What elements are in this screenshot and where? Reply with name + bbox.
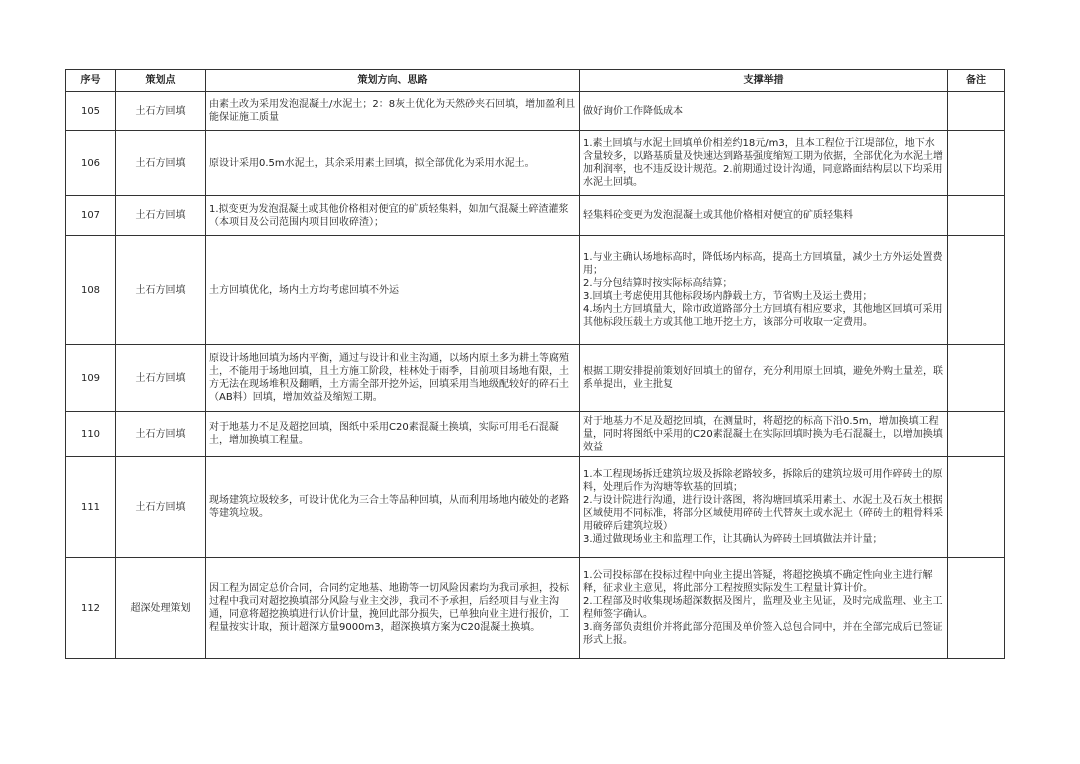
table-header-row	[66, 70, 1005, 92]
row-point: 土石方回填	[116, 457, 206, 558]
row-no: 107	[66, 196, 116, 236]
table-row	[66, 131, 1005, 196]
row-no: 109	[66, 345, 116, 412]
measure-line: 2.与分包结算时按实际标高结算；	[583, 278, 733, 289]
table-row	[66, 196, 1005, 236]
measure-line: 1.素土回填与水泥土回填单价相差约18元/m3，且本工程位于江堤部位，地下水含量较多，以路基质量及快速达到路基强度缩短工期为依据，全部优化为水泥土增加利润率，也不违反设计规范。2.前期通过设计沟通，同意路面结构层以下均采用水泥土回填。	[583, 138, 943, 188]
header-no: 序号	[66, 70, 116, 92]
measure-line: 对于地基力不足及超挖回填，在测量时，将超挖的标高下沿0.5m，增加换填工程量，同时将图纸中采用的C20素混凝土在实际回填时换为毛石混凝土，以增加换填效益	[583, 415, 943, 453]
table-row	[66, 457, 1005, 558]
row-measures	[580, 92, 948, 131]
header-note: 备注	[948, 70, 1005, 92]
row-measures	[580, 131, 948, 196]
plan-table	[65, 69, 1005, 659]
measure-line: 3.回填土考虑使用其他标段场内静载土方，节省购土及运土费用；	[583, 291, 873, 302]
row-direction: 对于地基力不足及超挖回填，图纸中采用C20素混凝土换填，实际可用毛石混凝土，增加换填工程量。	[206, 412, 580, 457]
table-row	[66, 92, 1005, 131]
row-direction: 因工程为固定总价合同，合同约定地基、地勘等一切风险因素均为我司承担，投标过程中我司对超挖换填部分风险与业主交涉，我司不予承担，后经项目与业主沟通，同意将超挖换填进行认价计量，挽回此部分损失，已单独向业主进行报价，工程量按实计取，预计超深方量9000m3，超深换填方案为C20混凝土换填。	[206, 558, 580, 659]
plan-table-sheet	[65, 69, 1004, 659]
header-measures: 支撑举措	[580, 70, 948, 92]
row-direction: 现场建筑垃圾较多，可设计优化为三合土等品种回填，从而利用场地内破处的老路等建筑垃圾。	[206, 457, 580, 558]
row-point: 土石方回填	[116, 92, 206, 131]
row-note	[948, 412, 1005, 457]
row-no: 106	[66, 131, 116, 196]
row-no: 111	[66, 457, 116, 558]
row-measures	[580, 558, 948, 659]
row-no: 112	[66, 558, 116, 659]
measure-line: 3.商务部负责组价并将此部分范围及单价签入总包合同中，并在全部完成后已签证形式上报。	[583, 622, 943, 646]
header-point: 策划点	[116, 70, 206, 92]
row-measures	[580, 345, 948, 412]
row-no: 110	[66, 412, 116, 457]
measure-line: 1.与业主确认场地标高时，降低场内标高，提高土方回填量，减少土方外运处置费用；	[583, 252, 943, 276]
row-direction: 由素土改为采用发泡混凝土/水泥土；2：8灰土优化为天然砂夹石回填，增加盈利且能保证施工质量	[206, 92, 580, 131]
row-direction: 原设计场地回填为场内平衡，通过与设计和业主沟通，以场内原土多为耕土等腐殖土，不能用于场地回填，且土方施工阶段，桂林处于雨季，目前项目场地有限，土方无法在现场堆积及翻晒，土方需全部开挖外运，回填采用当地级配较好的碎石土（AB料）回填，增加效益及缩短工期。	[206, 345, 580, 412]
row-point: 土石方回填	[116, 196, 206, 236]
row-note	[948, 345, 1005, 412]
row-measures	[580, 236, 948, 345]
row-measures	[580, 196, 948, 236]
measure-line: 2.工程部及时收集现场超深数据及图片，监理及业主见证，及时完成监理、业主工程师签字确认。	[583, 596, 943, 620]
table-row	[66, 412, 1005, 457]
row-point: 土石方回填	[116, 131, 206, 196]
row-measures	[580, 457, 948, 558]
table-row	[66, 345, 1005, 412]
measure-line: 1.本工程现场拆迁建筑垃圾及拆除老路较多，拆除后的建筑垃圾可用作碎砖土的原料，处理后作为沟塘等软基的回填；	[583, 469, 943, 493]
measure-line: 3.通过做现场业主和监理工作，让其确认为碎砖土回填做法并计量；	[583, 534, 883, 545]
row-direction: 1.拟变更为发泡混凝土或其他价格相对便宜的矿质轻集料，如加气混凝土碎渣灌浆（本项目及公司范围内项目回收碎渣）；	[206, 196, 580, 236]
row-measures	[580, 412, 948, 457]
row-point: 土石方回填	[116, 412, 206, 457]
row-point: 土石方回填	[116, 236, 206, 345]
row-direction: 原设计采用0.5m水泥土，其余采用素土回填，拟全部优化为采用水泥土。	[206, 131, 580, 196]
measure-line: 根据工期安排提前策划好回填土的留存，充分利用原土回填，避免外购土量差，联系单提出，业主批复	[583, 366, 943, 390]
row-note	[948, 196, 1005, 236]
row-point: 土石方回填	[116, 345, 206, 412]
table-row	[66, 558, 1005, 659]
row-point: 超深处理策划	[116, 558, 206, 659]
row-note	[948, 457, 1005, 558]
measure-line: 1.公司投标部在投标过程中向业主提出答疑，将超挖换填不确定性向业主进行解释，征求业主意见，将此部分工程按照实际发生工程量计算计价。	[583, 570, 933, 594]
row-direction: 土方回填优化，场内土方均考虑回填不外运	[206, 236, 580, 345]
measure-line: 2.与设计院进行沟通，进行设计落图，将沟塘回填采用素土、水泥土及石灰土根据区域使用不同标准，将部分区域使用碎砖土代替灰土或水泥土（碎砖土的粗骨料采用破碎后建筑垃圾）	[583, 495, 943, 532]
row-note	[948, 558, 1005, 659]
measure-line: 轻集料砼变更为发泡混凝土或其他价格相对便宜的矿质轻集料	[583, 210, 853, 221]
row-note	[948, 236, 1005, 345]
header-direction: 策划方向、思路	[206, 70, 580, 92]
row-no: 105	[66, 92, 116, 131]
measure-line: 4.场内土方回填量大，除市政道路部分土方回填有相应要求，其他地区回填可采用其他标段压载土方或其他工地开挖土方，该部分可收取一定费用。	[583, 304, 943, 328]
row-no: 108	[66, 236, 116, 345]
table-row	[66, 236, 1005, 345]
measure-line: 做好询价工作降低成本	[583, 105, 683, 117]
row-note	[948, 92, 1005, 131]
row-note	[948, 131, 1005, 196]
